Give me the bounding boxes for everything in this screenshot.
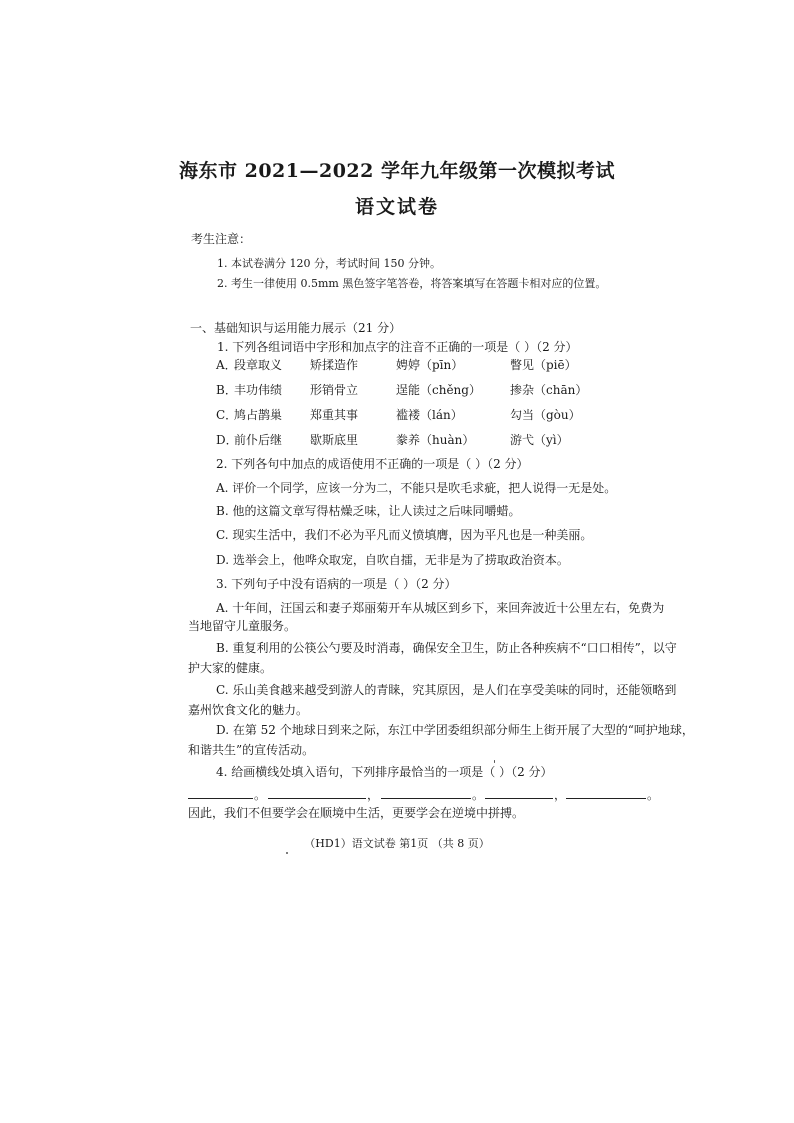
q4-punct: 。: [472, 788, 485, 802]
q1-option-word: 丰功伟绩: [234, 383, 283, 397]
q1-option-label: D．: [216, 433, 238, 447]
q4-blank-row: [188, 786, 658, 802]
q1-option-word: 游弋（yì）: [510, 433, 569, 447]
q1-option-word: 段章取义: [234, 358, 283, 372]
q1-option-word: 形销骨立: [310, 383, 359, 397]
q1-option-label: C．: [216, 408, 238, 422]
exam-subtitle: 语文试卷: [354, 196, 439, 218]
q3-option-c-line2: 嘉州饮食文化的魅力。: [188, 703, 309, 717]
q1-option-label: A．: [216, 358, 237, 372]
q1-option-word: 褴褛（lán）: [396, 408, 463, 422]
q1-option-word: 掺杂（chān）: [510, 383, 588, 397]
q4-blank-2: [268, 798, 366, 799]
q4-punct: ，: [367, 788, 380, 802]
q4-punct: ，: [554, 788, 567, 802]
q4-punct: 。: [254, 788, 267, 802]
q1-option-word: 矫揉造作: [310, 358, 359, 372]
q1-option-d: [216, 432, 636, 448]
q3-option-b-line2: 护大家的健康。: [188, 661, 273, 675]
q4-blank-4: [485, 798, 553, 799]
q1-option-word: 娉婷（pīn）: [396, 358, 464, 372]
q1-option-b: [216, 382, 636, 398]
q1-stem: 1. 下列各组词语中字形和加点字的注音不正确的一项是（ ）（2 分）: [217, 340, 578, 354]
q2-option-b: B. 他的这篇文章写得枯燥乏味，让人读过之后味同嚼蜡。: [216, 504, 521, 518]
q3-option-c-line1: C. 乐山美食越来越受到游人的青睐，究其原因，是人们在享受美味的同时，还能领略到: [216, 683, 677, 697]
q1-option-word: 前仆后继: [234, 433, 283, 447]
section1-heading: 一、基础知识与运用能力展示（21 分）: [190, 321, 402, 335]
q1-option-word: 歇斯底里: [310, 433, 359, 447]
scan-speck: [494, 760, 495, 763]
notice-item-1: 1. 本试卷满分 120 分，考试时间 150 分钟。: [217, 257, 441, 270]
q3-option-d-line1: D. 在第 52 个地球日到来之际，东江中学团委组织部分师生上街开展了大型的“呵护地球，: [216, 723, 694, 737]
q3-option-a-line1: A. 十年间，汪国云和妻子郑丽菊开车从城区到乡下，来回奔波近十公里左右，免费为: [216, 601, 665, 615]
q1-option-label: B．: [216, 383, 237, 397]
q3-option-a-line2: 当地留守儿童服务。: [188, 619, 297, 633]
q2-stem: 2. 下列各句中加点的成语使用不正确的一项是（ ）（2 分）: [216, 457, 529, 471]
q3-option-d-line2: 和谐共生”的宣传活动。: [188, 743, 315, 757]
notice-item-2: 2. 考生一律使用 0.5mm 黑色签字笔答卷，将答案填写在答题卡相对应的位置。: [217, 277, 607, 290]
page-footer: （HD1）语文试卷 第1页 （共 8 页）: [304, 837, 490, 850]
q1-option-a: [216, 357, 636, 373]
q3-option-b-line1: B. 重复利用的公筷公勺要及时消毒，确保安全卫生，防止各种疾病不“口口相传”，以守: [216, 641, 677, 655]
q1-option-word: 郑重其事: [310, 408, 359, 422]
q3-stem: 3. 下列句子中没有语病的一项是（ ）（2 分）: [216, 577, 457, 591]
q2-option-c: C. 现实生活中，我们不必为平凡而义愤填膺，因为平凡也是一种美丽。: [216, 528, 593, 542]
q1-option-word: 瞥见（piē）: [510, 358, 577, 372]
q1-option-word: 豢养（huàn）: [396, 433, 475, 447]
q4-punct: 。: [647, 788, 660, 802]
q2-option-d: D. 选举会上，他哗众取宠，自吹自擂，无非是为了捞取政治资本。: [216, 553, 569, 567]
notice-heading: 考生注意：: [191, 232, 252, 246]
q4-blank-1: [188, 798, 253, 799]
q4-tail: 因此，我们不但要学会在顺境中生活，更要学会在逆境中拼搏。: [188, 806, 525, 820]
q4-blank-5: [566, 798, 646, 799]
q1-option-c: [216, 407, 636, 423]
exam-title: 海东市 2021—2022 学年九年级第一次模拟考试: [179, 160, 615, 182]
q4-blank-3: [381, 798, 471, 799]
q1-option-word: 勾当（gòu）: [510, 408, 581, 422]
q1-option-word: 鸠占鹊巢: [234, 408, 283, 422]
q1-option-word: 逞能（chěng）: [396, 383, 481, 397]
q4-stem: 4. 给画横线处填入语句，下列排序最恰当的一项是（ ）（2 分）: [216, 765, 553, 779]
q2-option-a: A. 评价一个同学，应该一分为二，不能只是吹毛求疵，把人说得一无是处。: [216, 481, 617, 495]
scan-speck: [286, 852, 288, 854]
